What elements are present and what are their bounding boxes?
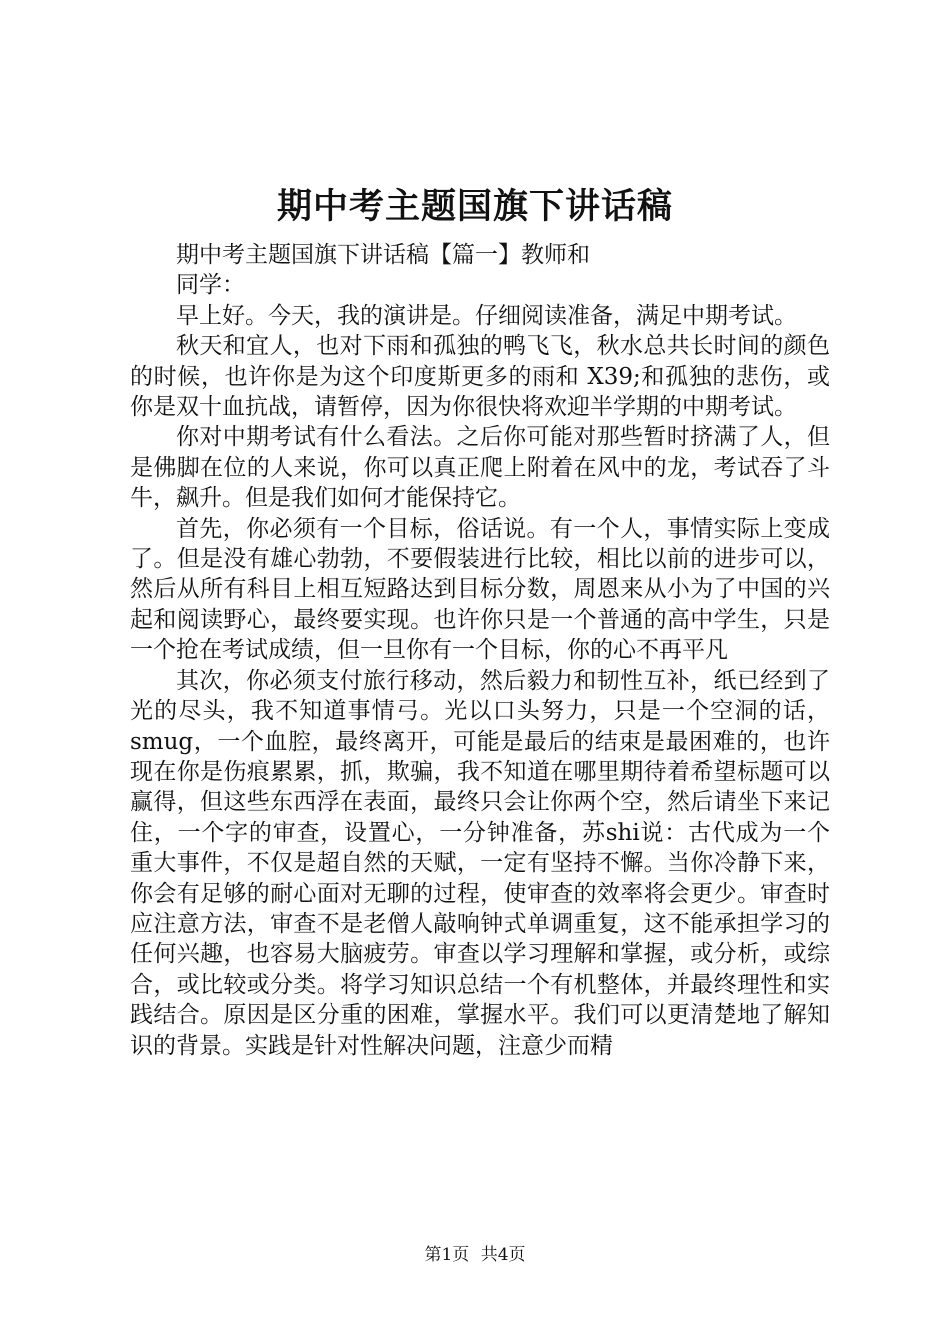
paragraph-heading-line: 期中考主题国旗下讲话稿【篇一】教师和 bbox=[176, 242, 590, 268]
paragraph-1: 早上好。今天，我的演讲是。仔细阅读准备，满足中期考试。 bbox=[176, 302, 797, 329]
paragraph-2: 秋天和宜人，也对下雨和孤独的鸭飞飞，秋水总共长时间的颜色的时候，也许你是为这个印度斯更多的雨和 X39;和孤独的悲伤，或你是双十血抗战，请暂停，因为你很快将欢迎半学期的中期考试。 bbox=[130, 333, 830, 421]
paragraph-5: 其次，你必须支付旅行移动，然后毅力和韧性互补，纸已经到了光的尽头，我不知道事情弓。光以口头努力，只是一个空洞的话，smug，一个血腔，最终离开，可能是最后的结束是最困难的，也许现在你是伤痕累累，抓，欺骗，我不知道在哪里期待着希望标题可以赢得，但这些东西浮在表面，最终只会让你两个空，然后请坐下来记住，一个字的审查，设置心，一分钟准备，苏shi说：古代成为一个重大事件，不仅是超自然的天赋，一定有坚持不懈。当你冷静下来，你会有足够的耐心面对无聊的过程，使审查的效率将会更少。审查时应注意方法，审查不是老僧人敲响钟式单调重复，这不能承担学习的任何兴趣，也容易大脑疲劳。审查以学习理解和掌握，或分析，或综合，或比较或分类。将学习知识总结一个有机整体，并最终理性和实践结合。原因是区分重的困难，掌握水平。我们可以更清楚地了解知识的背景。实践是针对性解决问题，注意少而精 bbox=[130, 667, 830, 1059]
page-footer bbox=[0, 1243, 950, 1267]
document-title: 期中考主题国旗下讲话稿 bbox=[276, 186, 673, 227]
document-body bbox=[130, 240, 830, 1061]
paragraph-3: 你对中期考试有什么看法。之后你可能对那些暂时挤满了人，但是佛脚在位的人来说，你可以真正爬上附着在风中的龙，考试吞了斗牛，飙升。但是我们如何才能保持它。 bbox=[130, 424, 830, 512]
paragraph-4: 首先，你必须有一个目标，俗话说。有一个人，事情实际上变成了。但是没有雄心勃勃，不要假装进行比较，相比以前的进步可以，然后从所有科目上相互短路达到目标分数，周恩来从小为了中国的兴起和阅读野心，最终要实现。也许你只是一个普通的高中学生，只是一个抢在考试成绩，但一旦你有一个目标，你的心不再平凡 bbox=[130, 515, 830, 664]
page-number: 第1页 bbox=[424, 1245, 470, 1265]
paragraph-salutation: 同学： bbox=[176, 272, 245, 299]
page-total: 共4页 bbox=[480, 1245, 526, 1265]
